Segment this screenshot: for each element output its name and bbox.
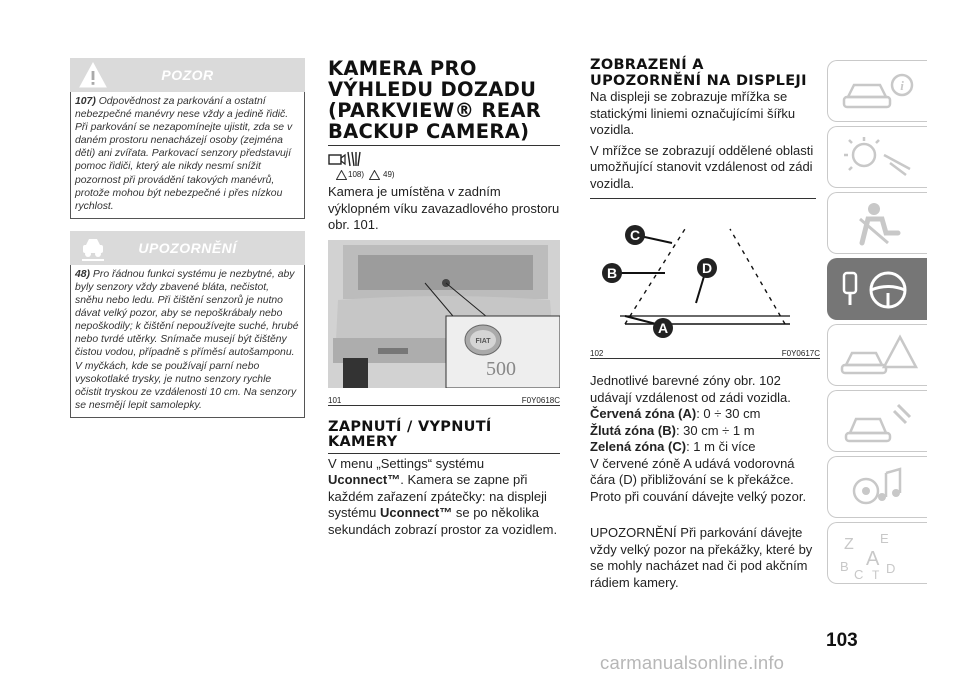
zone-red-value: : 0 ÷ 30 cm bbox=[696, 406, 761, 421]
tab-dashboard[interactable] bbox=[827, 60, 927, 122]
tab-lights[interactable] bbox=[827, 126, 927, 188]
lights-icon bbox=[840, 133, 920, 183]
watermark: carmanualsonline.info bbox=[600, 652, 785, 673]
zone-green-label: Zelená zóna (C) bbox=[590, 439, 687, 454]
brand-2: Uconnect™ bbox=[380, 505, 453, 520]
tab-safety[interactable] bbox=[827, 192, 927, 254]
display-p3: Jednotlivé barevné zóny obr. 102 udávají vzdálenost od zádi vozidla. bbox=[590, 373, 791, 405]
tab-index[interactable] bbox=[827, 522, 927, 584]
camera-onoff-body bbox=[328, 456, 560, 539]
display-p2: V mřížce se zobrazují oddělené oblasti umožňující stanovit vzdálenost od zádi vozidla. bbox=[590, 142, 814, 191]
tab-multimedia[interactable] bbox=[827, 456, 927, 518]
index-letter-t: T bbox=[872, 568, 880, 579]
warning-car-icon bbox=[840, 331, 920, 381]
camera-intro: Kamera je umístěna v zadním výklopném víku zavazadlového prostoru obr. 101. bbox=[328, 184, 560, 232]
camera-symbol-icon bbox=[328, 150, 364, 168]
caution-number: 107) bbox=[75, 96, 96, 107]
display-p1: Na displeji se zobrazuje mřížka se statickými liniemi označujícími šířku vozidla. bbox=[590, 89, 796, 137]
warning-title: UPOZORNĚNÍ bbox=[138, 239, 237, 256]
media-icon bbox=[840, 463, 920, 513]
display-column bbox=[590, 58, 820, 591]
camera-column bbox=[328, 58, 560, 538]
figure-101-code: F0Y0618C bbox=[521, 395, 560, 405]
label-b: B bbox=[606, 265, 618, 281]
index-letter-d: D bbox=[886, 561, 896, 576]
rear-camera-photo bbox=[328, 240, 560, 388]
fiat-badge-text: FIAT bbox=[475, 337, 491, 345]
warning-number: 48) bbox=[75, 268, 91, 280]
car-info-icon bbox=[840, 67, 920, 117]
warning-ref-icon bbox=[369, 170, 380, 180]
caution-title: POZOR bbox=[161, 67, 214, 83]
figure-102 bbox=[590, 221, 820, 359]
warning-ref: 49) bbox=[383, 170, 395, 179]
caution-text: Odpovědnost za parkování a ostatní nebezpečné manévry nese vždy a jedině řidič. Při parkování se nezapomínejte ujistit, zda se v daném prostoru nenacházejí osoby (zejména děti) ani zvířata. Parkovací senzory představují pomoc řidiči, který ale nikdy nesmí snížit pozornost při provádění takových manévrů, protože mohou být nebezpečné i přes nízkou rychlost. bbox=[75, 96, 293, 212]
index-letter-c: C bbox=[854, 567, 864, 579]
page-number: 103 bbox=[826, 630, 858, 651]
tab-maintenance[interactable] bbox=[827, 390, 927, 452]
reference-icons bbox=[328, 146, 560, 184]
index-letter-a: A bbox=[866, 548, 880, 570]
index-letter-b: B bbox=[840, 559, 849, 574]
display-p5: UPOZORNĚNÍ Při parkování dávejte vždy velký pozor na překážky, které by se mohly nacházet nad či pod akčním rádiem kamery. bbox=[590, 525, 813, 590]
airbag-icon bbox=[840, 199, 920, 249]
index-letter-e: E bbox=[880, 531, 889, 546]
body-pre: V menu „Settings“ systému bbox=[328, 455, 485, 471]
zone-yellow-label: Žlutá zóna (B) bbox=[590, 422, 676, 438]
display-heading: ZOBRAZENÍ A UPOZORNĚNÍ NA DISPLEJI bbox=[590, 57, 807, 89]
warning-box bbox=[70, 265, 305, 418]
figure-102-number: 102 bbox=[590, 349, 604, 358]
warnings-column bbox=[70, 58, 305, 418]
caution-box bbox=[70, 92, 305, 219]
divider bbox=[590, 198, 816, 199]
info-glyph: i bbox=[900, 78, 904, 93]
label-d: D bbox=[701, 260, 713, 276]
brand-1: Uconnect™ bbox=[328, 472, 401, 487]
caution-header bbox=[70, 58, 305, 92]
chapter-tabs bbox=[827, 60, 927, 588]
zone-yellow bbox=[590, 423, 820, 440]
body-post: se po několika sekundách zobrazí prostor za vozidlem. bbox=[328, 505, 558, 537]
display-p4: V červené zóně A udává vodorovná čára (D) přibližování se k překážce. Proto při couvání dávejte velký pozor. bbox=[590, 455, 807, 504]
camera-heading: KAMERA PRO VÝHLEDU DOZADU (PARKVIEW® REAR BACKUP CAMERA) bbox=[328, 58, 560, 146]
camera-onoff-heading: ZAPNUTÍ / VYPNUTÍ KAMERY bbox=[328, 420, 560, 454]
zone-yellow-value: : 30 cm ÷ 1 m bbox=[675, 422, 755, 438]
model-logo-text: 500 bbox=[486, 357, 516, 380]
figure-102-code: F0Y0617C bbox=[781, 349, 820, 358]
warning-header bbox=[70, 231, 305, 265]
caution-ref-icon bbox=[336, 170, 347, 180]
abc-index-icon bbox=[840, 529, 920, 579]
tab-driving[interactable] bbox=[827, 258, 927, 320]
tab-emergency[interactable] bbox=[827, 324, 927, 386]
index-letter-z: Z bbox=[844, 536, 854, 553]
wrench-car-icon bbox=[840, 397, 920, 447]
label-a: A bbox=[657, 320, 669, 336]
label-c: C bbox=[629, 227, 641, 243]
warning-text: Pro řádnou funkci systému je nezbytné, aby byly senzory vždy zbavené bláta, nečistot, sněhu nebo ledu. Při čištění senzorů je nutno dávat velký pozor, aby se nepoškrábaly nebo nepoškodily; k čištění nepoužívejte suché, hrubé nebo tvrdé utěrky. Snímače musejí být čištěny čistou vodou, případně s příměsí autošamponu. V myčkách, kde se používají parní nebo vysokotlaké trysky, je nutno senzory rychle očistit tryskou ze vzdálenosti 10 cm. Na senzory se nesmějí lepit samolepky. bbox=[75, 268, 299, 411]
caution-ref: 108) bbox=[348, 170, 365, 179]
figure-101-number: 101 bbox=[328, 395, 342, 405]
zone-red-label: Červená zóna (A) bbox=[590, 406, 697, 421]
body-mid: . Kamera se zapne při každém zařazení zpátečky: na displeji systému bbox=[328, 472, 547, 520]
zone-red bbox=[590, 406, 820, 423]
steering-wheel-icon bbox=[840, 265, 920, 315]
zone-green-value: : 1 m či více bbox=[686, 439, 756, 454]
figure-101 bbox=[328, 240, 560, 406]
zone-green bbox=[590, 439, 820, 456]
grid-diagram bbox=[590, 221, 820, 341]
